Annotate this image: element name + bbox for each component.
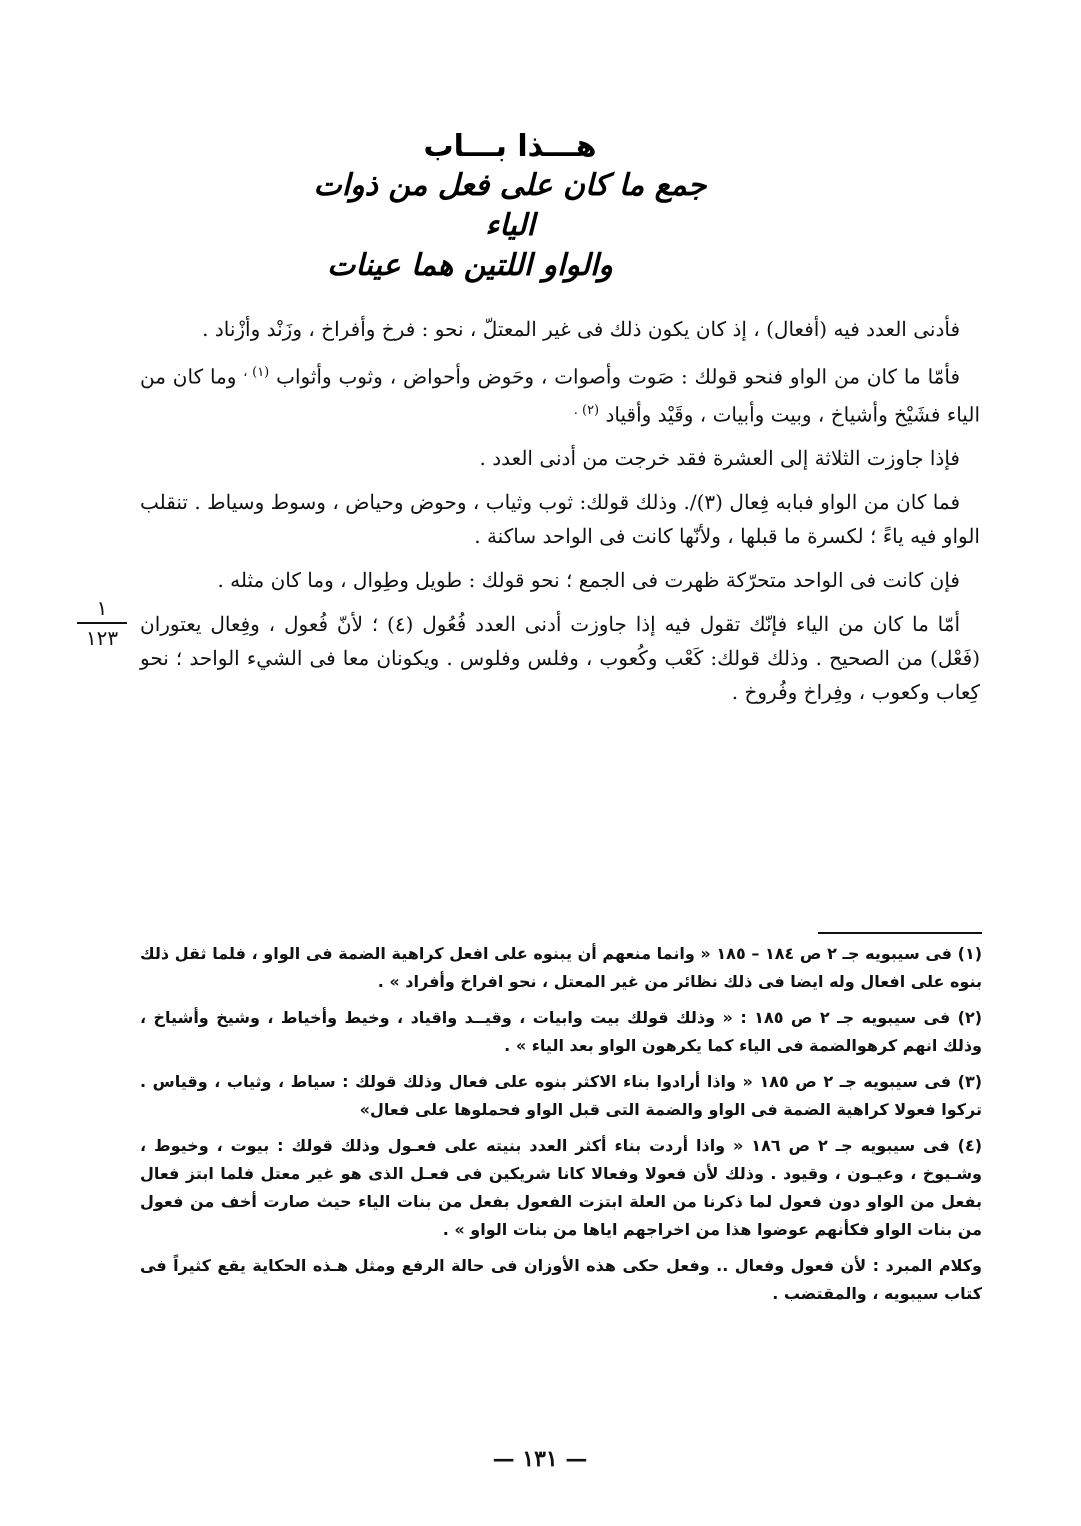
margin-ref-top: ١ (96, 596, 108, 620)
footnotes (140, 940, 982, 1316)
paragraph-text: فما كان من الواو فبابه فِعال (729, 490, 960, 515)
paragraph-text: وما كان من الياء فشَيْخ وأشياخ ، وبيت وأبيات ، وقَيْد وأقياد (140, 364, 980, 427)
main-text (140, 312, 980, 719)
footnote-ref: (١) ، (243, 365, 270, 380)
footnote: وكلام المبرد : لأن فعول وفعال .. وفعل حكى هذه الأوزان فى حالة الرفع ومثل هـذه الحكاية يقع كثيراً فى كتاب سيبويه ، والمقتضب . (140, 1256, 982, 1303)
footnote-ref: (٢) . (573, 402, 600, 418)
footnote: (٤) فى سيبويه جـ ٢ ص ١٨٦ « واذا أردت بناء أكثر العدد بنيته على فعـول وذلك قولك : بيوت ، وخيوط ، وشـيوخ ، وعيـون ، وقيود . وذلك لأن فعولا وفعالا كانا شريكين فى فعـل الذى هو غير معتل فلما ابتز فعال بفعل من الواو دون فعول لما ذكرنا من العلة ابتزت الفعول بفعل من بنات الياء حيث صارت أخف من فعول من بنات الواو فكأنهم عوضوا هذا من اخراجهم اياها من بنات الواو » . (140, 1136, 983, 1239)
paragraph: فأدنى العدد فيه (أفعال) ، إذ كان يكون ذلك فى غير المعتلّ ، نحو : فرخ وأفراخ ، وزَنْد وأزْناد . (202, 317, 960, 341)
paragraph-text: (٤) ؛ لأنّ فُعول ، وفِعال يعتوران (فَعْل) من الصحيح . وذلك قولك: كَعْب وكُعوب ، وفلس وفلوس . ويكونان معا فى الشيء الواحد ؛ نحو كِعاب وكعوب ، وفِراخ وفُروخ . (140, 612, 980, 705)
paragraph: فإذا جاوزت الثلاثة إلى العشرة فقد خرجت من أدنى العدد . (479, 446, 960, 471)
paragraph (140, 356, 980, 431)
paragraph-text: (٣)/. وذلك قولك: ثوب وثياب ، وحوض وحياض ، وسوط وسياط . تنقلب الواو فيه ياءً ؛ لكسرة ما قبلها ، ولأنّها كانت فى الواحد ساكنة . (140, 490, 980, 549)
margin-ref-bottom: ١٢٣ (85, 626, 119, 650)
paragraph (140, 485, 980, 553)
footnote-separator (818, 932, 982, 934)
paragraph (140, 607, 980, 709)
title-line-1: هـــذا بـــاب (423, 129, 597, 164)
paragraph-text: أمّا ما كان من الياء فإنّك تقول فيه إذا جاوزت أدنى العدد فُعُول (422, 612, 961, 637)
footnote: (١) فى سيبويه جـ ٢ ص ١٨٤ – ١٨٥ « وانما منعهم أن يبنوه على افعل كراهية الضمة فى الواو ، فلما ثقل ذلك بنوه على افعال وله ايضا فى ذلك نظائر من غير المعتل ، نحو افراخ وأفراد » . (140, 944, 983, 991)
footnote: (٣) فى سيبويه جـ ٢ ص ١٨٥ « واذا أرادوا بناء الاكثر بنوه على فعال وذلك قولك : سياط ، وثياب ، وقياس . تركوا فعولا كراهية الضمة فى الواو والضمة التى قبل الواو فحملوها على فعال» (140, 1072, 983, 1119)
title-line-3: والواو اللتين هما عينات (327, 248, 613, 283)
page-number: — ١٣١ — (492, 1446, 588, 1472)
margin-ref-rule (77, 622, 127, 624)
paragraph: فإن كانت فى الواحد متحرّكة ظهرت فى الجمع ؛ نحو قولك : طويل وطِوال ، وما كان مثله . (217, 568, 960, 593)
title-line-2: جمع ما كان على فعل من ذوات الياء (313, 168, 707, 243)
footnote: (٢) فى سيبويه جـ ٢ ص ١٨٥ : « وذلك قولك بيت وابيات ، وقيــد واقياد ، وخيط وأخياط ، وشيخ وأشياخ ، وذلك انهم كرهوالضمة فى الياء كما يكرهون الواو بعد الياء » . (140, 1008, 983, 1055)
chapter-title (300, 128, 720, 286)
margin-page-reference (62, 596, 142, 650)
paragraph-text: فأمّا ما كان من الواو فنحو قولك : صَوت وأصوات ، وحَوض وأحواض ، وثوب وأثواب (276, 364, 961, 389)
